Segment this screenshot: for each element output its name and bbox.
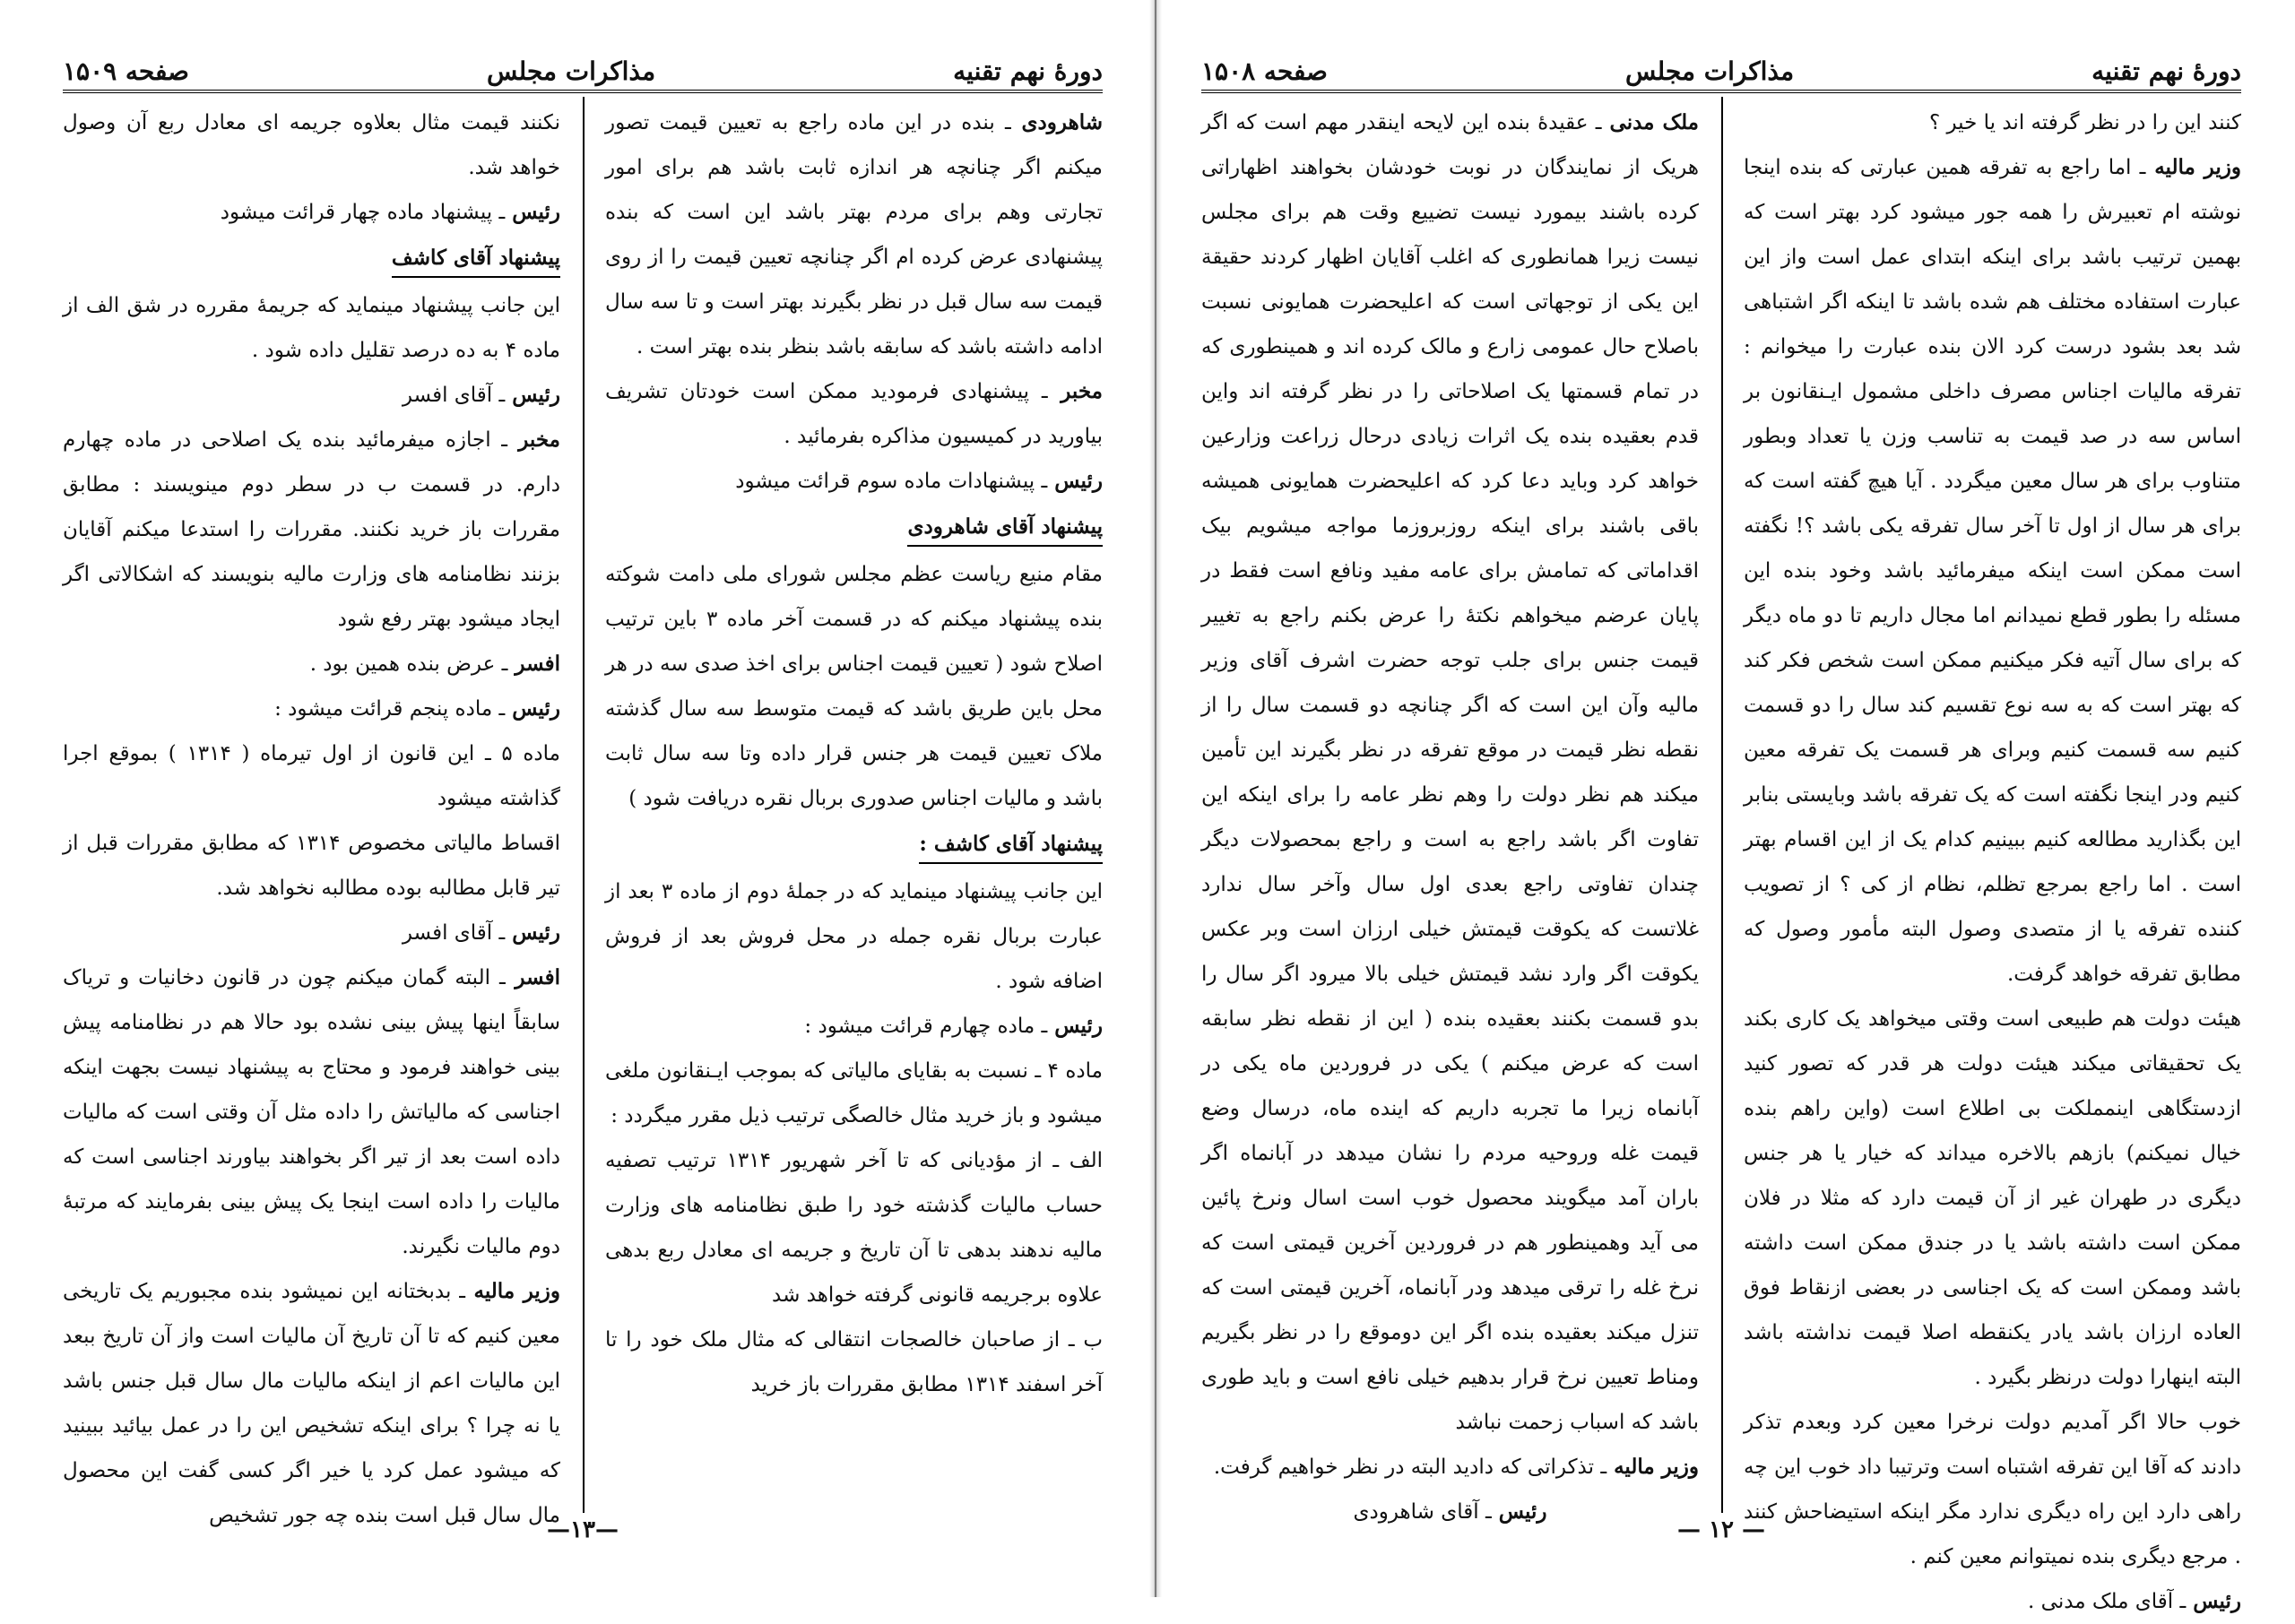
speaker-name: وزیر مالیه xyxy=(1606,1455,1699,1479)
paragraph-text: ـ پیشنهادات ماده سوم قرائت میشود xyxy=(735,470,1048,493)
speaker-name: افسر xyxy=(505,965,560,989)
paragraph xyxy=(63,731,560,821)
paragraph-text: این جانب پیشنهاد مینماید که جریمهٔ مقرره در شق الف از ماده ۴ به ده درصد تقلیل داده شود . xyxy=(63,294,560,362)
paragraph xyxy=(605,1049,1103,1138)
paragraph xyxy=(605,100,1103,369)
proposal-heading: پیشنهاد آقای شاهرودی xyxy=(907,509,1103,547)
header-rule xyxy=(1201,90,2241,93)
paragraph-text: ـ ماده پنجم قرائت میشود : xyxy=(274,697,506,721)
paragraph-text: ب ـ از صاحبان خالصجات انتقالی که مثال ملک خود را تا آخر اسفند ۱۳۱۴ مطابق مقررات باز خرید xyxy=(605,1328,1103,1396)
paragraph-text: اقساط مالیاتی مخصوص ۱۳۱۴ که مطابق مقررات قبل از تیر قابل مطالبه بوده مطالبه نخواهد شد. xyxy=(63,832,560,900)
paragraph xyxy=(63,955,560,1269)
column-left xyxy=(63,100,561,1527)
paragraph-text: ـ بنده در این ماده راجع به تعیین قیمت تصور میکنم اگر چنانچه هر اندازه ثابت باشد هم برای امور تجارتی وهم برای مردم بهتر باشد این است که بنده پیشنهادی عرض کرده ام اگر چنانچه تعیین قیمت را از روی قیمت سه سال قبل در نظر بگیرند بهتر است و تا سه سال ادامه داشته باشد که سابقه باشد بنظر بنده بهتر است . xyxy=(605,111,1103,358)
paragraph-text: ـ آقای افسر xyxy=(402,921,506,945)
paragraph xyxy=(63,642,560,687)
paragraph-text: ـ تذکراتی که دادید البته در نظر خواهیم گرفت. xyxy=(1213,1456,1607,1479)
column-left xyxy=(1201,100,1699,1524)
section-heading xyxy=(63,235,560,283)
page-header xyxy=(1201,43,2241,86)
speaker-name: شاهرودی xyxy=(1010,110,1103,134)
paragraph xyxy=(63,687,560,731)
speaker-name: رئیس xyxy=(505,696,560,721)
header-period: دورهٔ نهم تقنیه xyxy=(2091,56,2241,86)
page-1508 xyxy=(1174,0,2268,1613)
paragraph xyxy=(1201,1445,1699,1490)
speaker-name: رئیس xyxy=(505,200,560,224)
speaker-name: رئیس xyxy=(505,383,560,407)
speaker-name: وزیر مالیه xyxy=(2145,155,2241,179)
paragraph xyxy=(605,1004,1103,1049)
paragraph-text: ـ اما راجع به تفرقه همین عبارتی که بنده اینجا نوشته ام تعبیرش را همه جور میشود کرد بهتر است که بهمین ترتیب باشد برای اینکه ابتدای عمل است واز این عبارت استفاده مختلف هم شده باشد تا اینکه اگر اشتباهی شد بعد بشود درست کرد الان بنده عبارت را میخوانم : تفرقه مالیات اجناس مصرف داخلی مشمول ایـنقانون بر اساس سه در صد قیمت به تناسب وزن یا تعداد وبطور متناوب برای هر سال معین میگردد . آیا هیچ گفته است که برای هر سال از اول تا آخر سال تفرقه یکی باشد ؟! نگفته است ممکن است اینکه میفرمائید باشد وخود بنده این مسئله را بطور قطع نمیدانم اما مجال داریم تا دو ماه دیگر که برای سال آتیه فکر میکنیم ممکن است شخص فکر کند که بهتر است که به سه نوع تقسیم کند سال را دو قسمت کنیم سه قسمت کنیم وبرای هر قسمت یک تفرقه معین کنیم ودر اینجا نگفته است که یک تفرقه باشد وبایستی بنابر این بگذارید مطالعه کنیم ببینیم کدام یک از این اقسام بهتر است . اما راجع بمرجع تظلم، نظام از کی ؟ از تصویب کننده تفرقه یا از متصدی وصول البته مأمور وصول که مطابق تفرقه خواهد گرفت. xyxy=(1744,156,2241,986)
section-heading xyxy=(605,504,1103,552)
paragraph-text: هیئت دولت هم طبیعی است وقتی میخواهد یک کاری بکند یک تحقیقاتی میکند هیئت دولت هر قدر که تصور کنید ازدستگاهی اینمملکت بی اطلاع است (واین راهم بنده خیال نمیکنم) بازهم بالاخره میداند که خیار یا هر جنس دیگری در طهران غیر از آن قیمت دارد که مثلا در فلان ممکن است داشته باشد یا در جندق ممکن است داشته باشد وممکن است که یک اجناسی در بعضی ازنقاط فوق العاده ارزان باشد یادر یکنقطه اصلا قیمت نداشته باشد البته اینهارا دولت درنظر بگیرد . xyxy=(1744,1007,2241,1389)
paragraph xyxy=(63,418,560,642)
paragraph-text: ـ البته گمان میکنم چون در قانون دخانیات و تریاک سابقاً اینها پیش بینی نشده بود حالا هم در نظامنامه پیش بینی خواهند فرمود و محتاج به پیشنهاد نیست بجهت اینکه اجناسی که مالیاتش را داده مثل آن وقتی است که مالیات داده است بعد از تیر اگر بخواهند بیاورند اجناسی است که مالیات را داده است اینجا یک پیش بینی بفرمایند که مرتبهٔ دوم مالیات نگیرند. xyxy=(63,966,560,1258)
paragraph-text: ماده ۵ ـ این قانون از اول تیرماه ( ۱۳۱۴ ) بموقع اجرا گذاشته میشود xyxy=(63,742,560,810)
speaker-name: رئیس xyxy=(1047,469,1103,493)
paragraph-text: ـ پیشنهاد ماده چهار قرائت میشود xyxy=(220,201,506,224)
header-rule xyxy=(63,90,1103,93)
paragraph-text: خوب حالا اگر آمدیم دولت نرخرا معین کرد وبعدم تذکر دادند که آقا این تفرقه اشتباه است وترتیبا داد خوب این چه راهی دارد این راه دیگری ندارد مگر اینکه استیضاحش کنند . مرجع دیگری بنده نمیتوانم معین کنم . xyxy=(1744,1411,2241,1568)
paragraph-text: ـ آقای ملک مدنی . xyxy=(2028,1590,2187,1613)
paragraph xyxy=(1744,1579,2241,1624)
speaker-name: ملک مدنی xyxy=(1601,110,1699,134)
paragraph-text: ـ ماده چهارم قرائت میشود : xyxy=(804,1015,1048,1038)
book-gutter xyxy=(1149,0,1162,1597)
paragraph-text: ـ آقای افسر xyxy=(402,384,506,407)
proposal-heading: پیشنهاد آقای کاشف : xyxy=(919,826,1103,864)
column-divider xyxy=(583,97,585,1513)
paragraph-text: ـ آقای شاهرودی xyxy=(1353,1500,1492,1524)
header-period: دورهٔ نهم تقنیه xyxy=(953,56,1103,86)
paragraph-text: ـ بدبختانه این نمیشود بنده مجبوریم یک تاریخی معین کنیم که تا آن تاریخ آن مالیات است واز آن تاریخ ببعد این مالیات اعم از اینکه مالیات مال سال قبل جنس باشد یا نه چرا ؟ برای اینکه تشخیص این را در عمل بیائید ببینید که میشود عمل کرد یا خیر اگر کسی گفت این محصول مال سال قبل است بنده چه جور تشخیص xyxy=(63,1280,560,1527)
paragraph-text: الف ـ از مؤدیانی که تا آخر شهریور ۱۳۱۴ ترتیب تصفیه حساب مالیات گذشته خود را طبق نظامنامه های وزارت مالیه ندهند بدهی تا آن تاریخ و جریمه ای معادل ربع بدهی علاوه برجریمه قانونی گرفته خواهد شد xyxy=(605,1149,1103,1307)
proposal-heading: پیشنهاد آقای کاشف xyxy=(392,240,560,278)
column-divider xyxy=(1721,97,1723,1513)
paragraph xyxy=(605,552,1103,821)
paragraph xyxy=(605,869,1103,1004)
paragraph xyxy=(605,1138,1103,1317)
paragraph-text: مقام منیع ریاست عظم مجلس شورای ملی دامت شوکته بنده پیشنهاد میکنم که در قسمت آخر ماده ۳ باین ترتیب اصلاح شود ( تعیین قیمت اجناس برای اخذ صدی سه در هر محل باین طریق باشد که قیمت متوسط سه سال گذشته ملاک تعیین قیمت هر جنس قرار داده وتا سه سال ثابت باشد و مالیات اجناس صدوری بربال نقره دریافت شود ) xyxy=(605,563,1103,810)
header-title: مذاکرات مجلس xyxy=(486,56,656,86)
speaker-name: رئیس xyxy=(1491,1499,1547,1524)
paragraph xyxy=(1744,100,2241,145)
header-page-label: صفحه ۱۵۰۸ xyxy=(1201,56,1328,86)
speaker-name: مخبر xyxy=(507,428,560,452)
page-folio: — ١٢ — xyxy=(1676,1516,1766,1543)
paragraph xyxy=(605,459,1103,504)
speaker-name: رئیس xyxy=(2186,1589,2241,1613)
column-right xyxy=(605,100,1103,1499)
paragraph-text: ـ اجازه میفرمائید بنده یک اصلاحی در ماده چهارم دارم. در قسمت ب در سطر دوم مینویسند : مطابق مقررات باز خرید نکنند. مقررات را استدعا میکنم آقایان بزنند نظامنامه های وزارت مالیه بنویسند که اشکالاتی اگر ایجاد میشود بهتر رفع شود xyxy=(63,428,560,631)
paragraph-text: ـ پیشنهادی فرمودید ممکن است خودتان تشریف بیاورید در کمیسیون مذاکره بفرمائید . xyxy=(605,380,1103,448)
paragraph xyxy=(63,100,560,190)
paragraph-text: نکنند قیمت مثال بعلاوه جریمه ای معادل ربع آن وصول خواهد شد. xyxy=(63,111,560,179)
paragraph-text: ـ عقیدهٔ بنده این لایحه اینقدر مهم است که اگر هریک از نمایندگان در نوبت خودشان بخواهند اظهاراتی کرده باشند بیمورد نیست تضییع وقت هم برای مجلس نیست زیرا همانطوری که اغلب آقایان اظهار کردند حقیقة این یکی از توجهاتی است که اعلیحضرت همایونی نسبت باصلاح حال عمومی زارع و مالک کرده اند و همینطوری که در تمام قسمتها یک اصلاحاتی را در نظر گرفته اند واین قدم بعقیده بنده یک اثرات زیادی درحال زراعت وزارعین خواهد کرد وباید دعا کرد که اعلیحضرت همایونی همیشه باقی باشند برای اینکه روزبروزما مواجه میشویم بیک اقداماتی که تمامش برای عامه مفید ونافع است فقط در پایان عرضم میخواهم نکتهٔ را عرض بکنم راجع به تغییر قیمت جنس برای جلب توجه حضرت اشرف آقای وزیر مالیه وآن این است که اگر چنانچه دو قسمت سال را از نقطه نظر قیمت در موقع تفرقه در نظر بگیرند این تأمین میکند هم نظر دولت را وهم نظر عامه را برای اینکه این تفاوت اگر باشد راجع به است و راجع بمحصولات دیگر چندان تفاوتی راجع بعدی اول سال وآخر سال ندارد غلاتست که یکوقت قیمتش خیلی ارزان است وبر عکس یکوقت اگر وارد نشد قیمتش خیلی بالا میرود اگر سال را بدو قسمت بکنند بعقیده بنده ( این از نقطه نظر سابقه است که عرض میکنم ) یکی در فروردین ماه یکی در آبانماه زیرا ما تجربه داریم که اینده ماه، درسال وضع قیمت غله وروحیه مردم را نشان میدهد در آبانماه اگر باران آمد میگویند محصول خوب است اسال ونرخ پائین می آید وهمینطور هم در فروردین آخرین قیمتی است که نرخ غله را ترقی میدهد ودر آبانماه، آخرین قیمتی است که تنزل میکند بعقیده بنده اگر این دوموقع را در نظر بگیریم ومناط تعیین نرخ قرار بدهیم خیلی نافع است و باید طوری باشد که اسباب زحمت نباشد xyxy=(1201,111,1699,1434)
section-heading xyxy=(605,821,1103,869)
paragraph xyxy=(605,369,1103,459)
speaker-name: رئیس xyxy=(1047,1014,1103,1038)
paragraph-text: ماده ۴ ـ نسبت به بقایای مالیاتی که بموجب ایـنقانون ملغی میشود و باز خرید مثال خالصگی ترتیب ذیل مقرر میگردد : xyxy=(605,1059,1103,1127)
paragraph-text: کنند این را در نظر گرفته اند یا خیر ؟ xyxy=(1928,111,2241,134)
speaker-name: وزیر مالیه xyxy=(464,1279,561,1303)
paragraph xyxy=(63,283,560,373)
paragraph xyxy=(1201,100,1699,1445)
page-folio: —١٣— xyxy=(547,1516,619,1543)
header-title: مذاکرات مجلس xyxy=(1624,56,1795,86)
page-1509 xyxy=(36,0,1130,1597)
speaker-name: رئیس xyxy=(505,920,560,945)
paragraph xyxy=(63,190,560,235)
paragraph xyxy=(605,1317,1103,1407)
paragraph xyxy=(63,911,560,955)
paragraph xyxy=(63,821,560,911)
speaker-name: مخبر xyxy=(1047,379,1103,403)
paragraph-text: ـ عرض بنده همین بود . xyxy=(309,652,508,676)
paragraph xyxy=(63,1269,560,1538)
paragraph xyxy=(1744,145,2241,997)
column-right xyxy=(1744,100,2241,1613)
paragraph xyxy=(1744,1400,2241,1579)
speaker-name: افسر xyxy=(507,652,560,676)
paragraph-text: این جانب پیشنهاد مینماید که در جملهٔ دوم از ماده ۳ بعد از عبارت بربال نقره جمله در محل فروش بعد از فروش اضافه شود . xyxy=(605,880,1103,993)
page-header xyxy=(63,43,1103,86)
paragraph xyxy=(1744,997,2241,1400)
paragraph xyxy=(63,373,560,418)
header-page-label: صفحه ۱۵۰۹ xyxy=(63,56,189,86)
